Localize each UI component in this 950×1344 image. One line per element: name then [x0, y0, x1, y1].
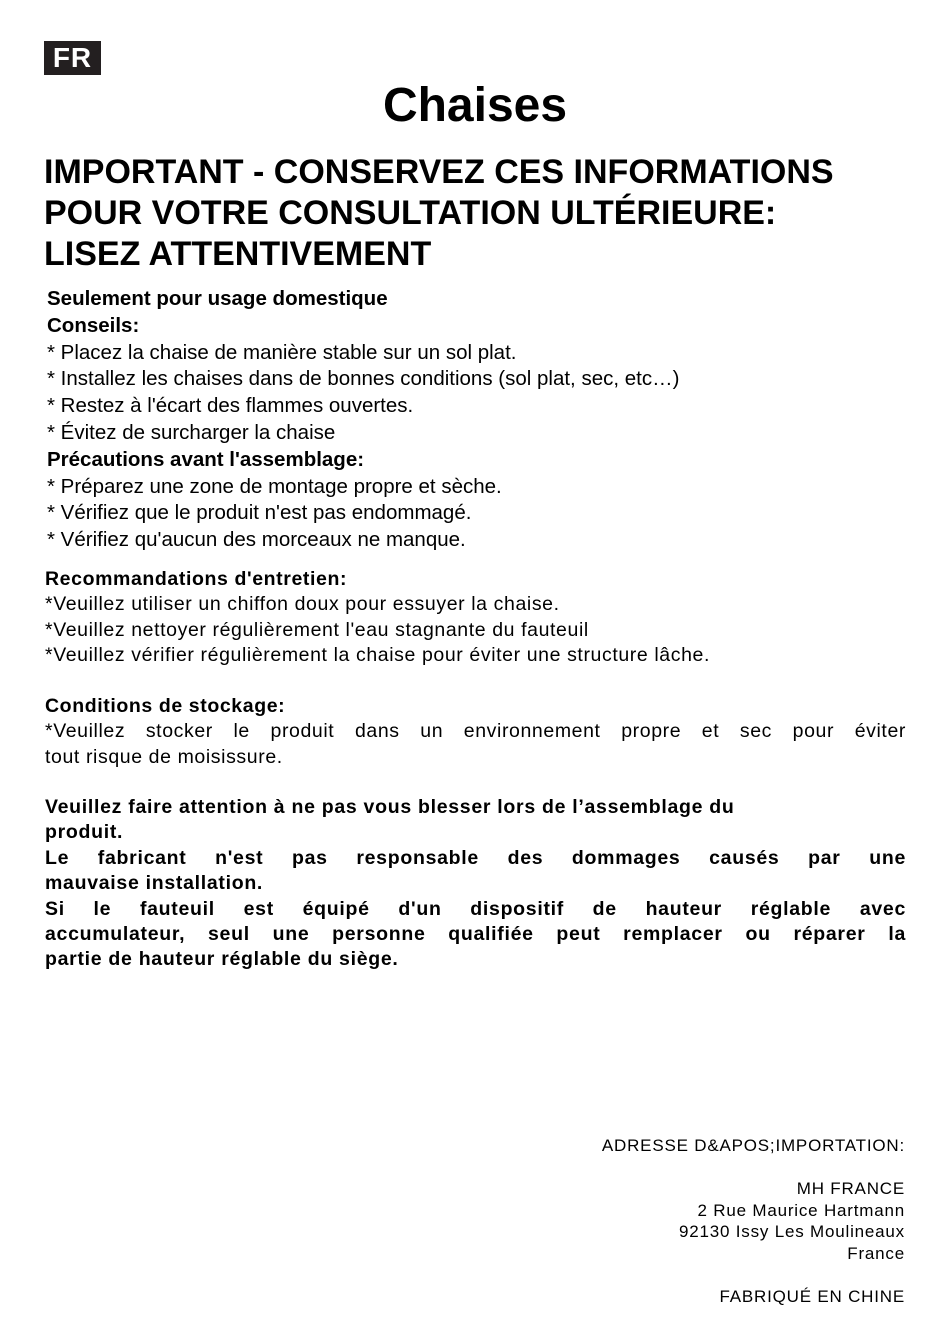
warning-line: produit.	[45, 821, 124, 844]
list-item: * Installez les chaises dans de bonnes conditions (sol plat, sec, etc…)	[47, 367, 680, 391]
warning-line: Si le fauteuil est équipé d'un dispositif de hauteur réglable avec	[45, 897, 906, 920]
list-item: * Vérifiez qu'aucun des morceaux ne manque.	[47, 528, 466, 552]
list-item: * Vérifiez que le produit n'est pas endommagé.	[47, 501, 472, 525]
page-title: Chaises	[382, 79, 568, 132]
entretien-heading: Recommandations d'entretien:	[45, 568, 348, 590]
stockage-text-line: tout risque de moisissure.	[45, 745, 283, 768]
country: France	[847, 1243, 905, 1263]
list-item: *Veuillez utiliser un chiffon doux pour essuyer la chaise.	[45, 593, 560, 616]
list-item: *Veuillez nettoyer régulièrement l'eau stagnante du fauteuil	[45, 618, 589, 641]
usage-note: Seulement pour usage domestique	[47, 287, 388, 310]
warning-line: Le fabricant n'est pas responsable des dommages causés par une	[45, 846, 906, 869]
company-name: MH FRANCE	[796, 1179, 905, 1198]
safety-warnings	[45, 795, 906, 973]
warning-line: partie de hauteur réglable du siège.	[45, 948, 399, 971]
important-line: POUR VOTRE CONSULTATION ULTÉRIEURE:	[44, 194, 777, 232]
list-item: * Placez la chaise de manière stable sur un sol plat.	[47, 340, 517, 364]
language-badge: FR	[44, 41, 101, 75]
city-address: 92130 Issy Les Moulineaux	[678, 1222, 905, 1241]
import-label: ADRESSE D&APOS;IMPORTATION:	[601, 1136, 905, 1155]
precautions-heading: Précautions avant l'assemblage:	[47, 447, 365, 471]
important-line: IMPORTANT - CONSERVEZ CES INFORMATIONS	[44, 153, 834, 191]
stockage-text-line: *Veuillez stocker le produit dans un environnement propre et sec pour éviter	[45, 720, 906, 743]
street-address: 2 Rue Maurice Hartmann	[697, 1200, 905, 1220]
warning-line: Veuillez faire attention à ne pas vous blesser lors de l’assemblage du	[45, 796, 735, 818]
stockage-heading: Conditions de stockage:	[45, 695, 286, 717]
importer-address	[405, 1135, 905, 1307]
origin-label: FABRIQUÉ EN CHINE	[719, 1286, 905, 1306]
list-item: * Préparez une zone de montage propre et sèche.	[47, 474, 502, 498]
advice-section	[47, 286, 917, 554]
important-line: LISEZ ATTENTIVEMENT	[44, 235, 432, 273]
storage-section	[45, 694, 906, 770]
list-item: * Restez à l'écart des flammes ouvertes.	[47, 394, 414, 418]
list-item: *Veuillez vérifier régulièrement la chaise pour éviter une structure lâche.	[45, 643, 710, 666]
maintenance-section	[45, 567, 906, 668]
list-item: * Évitez de surcharger la chaise	[47, 420, 336, 444]
conseils-heading: Conseils:	[47, 313, 140, 337]
warning-line: mauvaise installation.	[45, 872, 264, 895]
warning-line: accumulateur, seul une personne qualifiée peut remplacer ou réparer la	[45, 923, 906, 946]
important-notice	[44, 152, 924, 275]
